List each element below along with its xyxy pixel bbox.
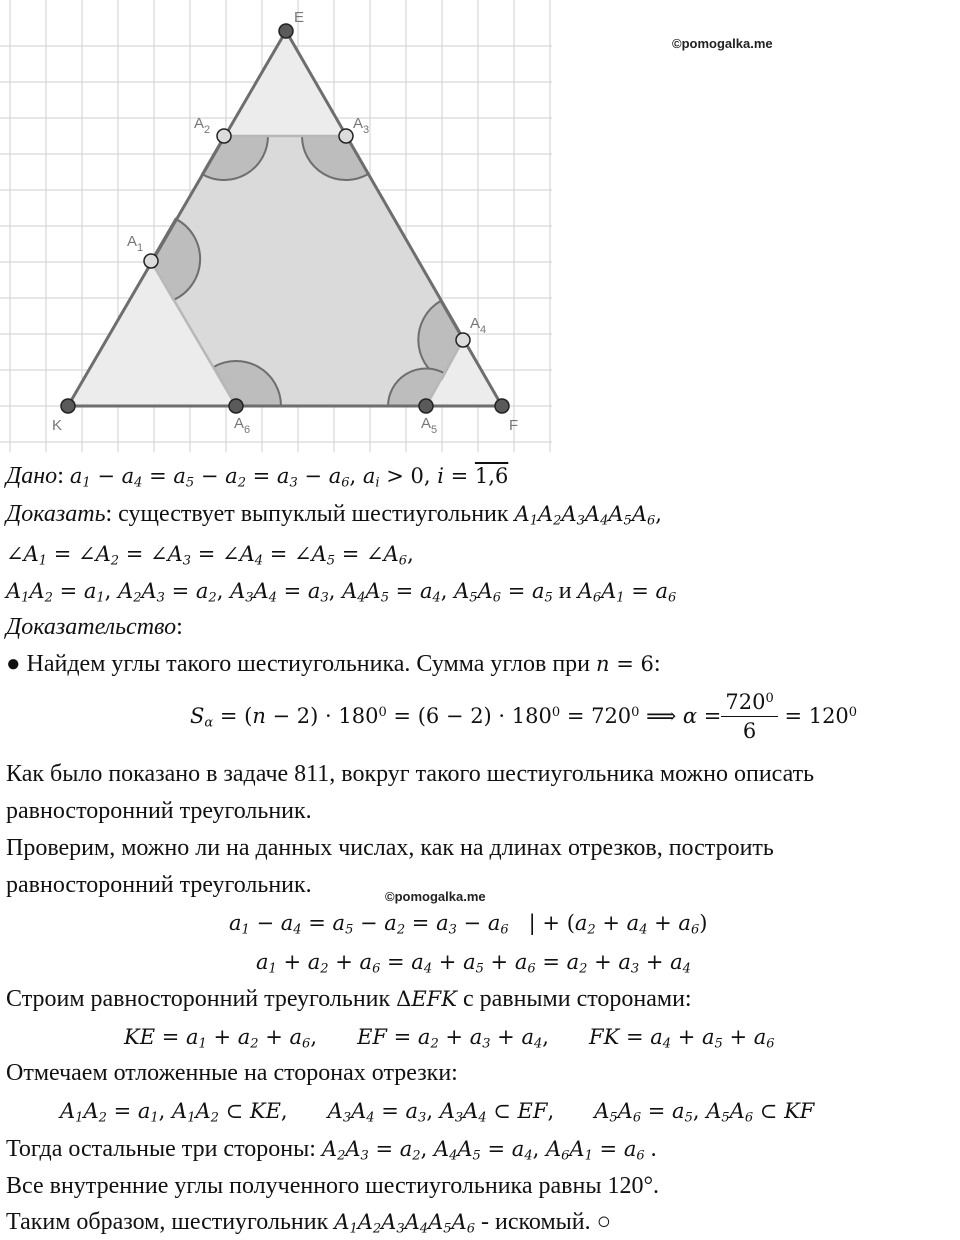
equation-1: $a_1 - a_4 = a_5 - a_2 = a_3 - a_6$ | + $(a_2 + a_4 + a_6)$ bbox=[229, 911, 708, 938]
para-7: Тогда остальные три стороны: $A_2A_3 = a_2$, $A_4A_5 = a_4$, $A_6A_1 = a_6$ . bbox=[6, 1136, 657, 1164]
prove-label: Доказать bbox=[6, 501, 106, 527]
svg-text:K: K bbox=[52, 417, 63, 434]
svg-text:A4: $A_4$ bbox=[470, 315, 487, 336]
sides-formula: KE = $a_1 + a_2 + a_6$, EF = $a_2 + a_3 + a_4$, FK = $a_4 + a_5 + a_6$ bbox=[124, 1025, 775, 1052]
svg-text:A5: $A_5$ bbox=[421, 415, 438, 436]
para-6: Отмечаем отложенные на сторонах отрезки: bbox=[6, 1060, 458, 1086]
given-label: Дано bbox=[6, 463, 58, 489]
para-4: равносторонний треугольник. bbox=[6, 872, 312, 898]
segments-formula: $A_1A_2 = a_1$, $A_1A_2$ ⊂ KE, $A_3A_4 = a_3$, $A_3A_4$ ⊂ EF, $A_5A_6 = a_5$, $A_5A_6$ ⊂ KF bbox=[60, 1099, 815, 1126]
svg-text:A1: $A_1$ bbox=[127, 233, 144, 254]
svg-text:F: F bbox=[509, 417, 519, 434]
para-3: Проверим, можно ли на данных числах, как на длинах отрезков, построить bbox=[6, 835, 774, 861]
para-1: Как было показано в задаче 811, вокруг такого шестиугольника можно описать bbox=[6, 761, 815, 787]
svg-text:A2: $A_2$ bbox=[194, 115, 211, 136]
angle-sum-formula: $S_\alpha = (n - 2) \cdot 180^0 = (6 - 2) \cdot 180^0 = 720^0$ ⟹ α = $\frac{720^0}{6}$ = $120^0$ bbox=[190, 690, 858, 743]
given-line: Дано: $a_1 - a_4 = a_5 - a_2 = a_3 - a_6$, $a_i > 0$, i = 1,6 bbox=[6, 463, 509, 491]
watermark-2: ©pomogalka.me bbox=[385, 889, 486, 904]
para-2: равносторонний треугольник. bbox=[6, 798, 312, 824]
para-9: Таким образом, шестиугольник $A_1A_2A_3A_4A_5A_6$ - искомый. ○ bbox=[6, 1209, 612, 1237]
proof-label-line: Доказательство: bbox=[6, 614, 183, 640]
geometry-figure bbox=[0, 0, 560, 456]
watermark: ©pomogalka.me bbox=[672, 36, 773, 51]
angles-line: $\angle A_1$ = $\angle A_2$ = $\angle A_3$ = $\angle A_4$ = $\angle A_5$ = $\angle A_6$, bbox=[6, 542, 414, 569]
svg-text:A3: $A_3$ bbox=[353, 115, 370, 136]
prove-line: Доказать: существует выпуклый шестиугольник $A_1A_2A_3A_4A_5A_6$, bbox=[6, 501, 662, 529]
bullet-line: ● Найдем углы такого шестиугольника. Сумма углов при n = 6: bbox=[6, 651, 661, 677]
equation-2: $a_1 + a_2 + a_6 = a_4 + a_5 + a_6 = a_2 + a_3 + a_4$ bbox=[256, 950, 691, 977]
para-5: Строим равносторонний треугольник ΔEFK с равными сторонами: bbox=[6, 986, 692, 1012]
para-8: Все внутренние углы полученного шестиугольника равны 120°. bbox=[6, 1173, 660, 1199]
svg-text:A6: $A_6$ bbox=[234, 415, 251, 436]
sides-line: $A_1A_2 = a_1$, $A_2A_3 = a_2$, $A_3A_4 = a_3$, $A_4A_5 = a_4$, $A_5A_6 = a_5$ и $A_6A_1 = a_6$ bbox=[6, 578, 677, 606]
svg-text:E: E bbox=[294, 9, 305, 26]
